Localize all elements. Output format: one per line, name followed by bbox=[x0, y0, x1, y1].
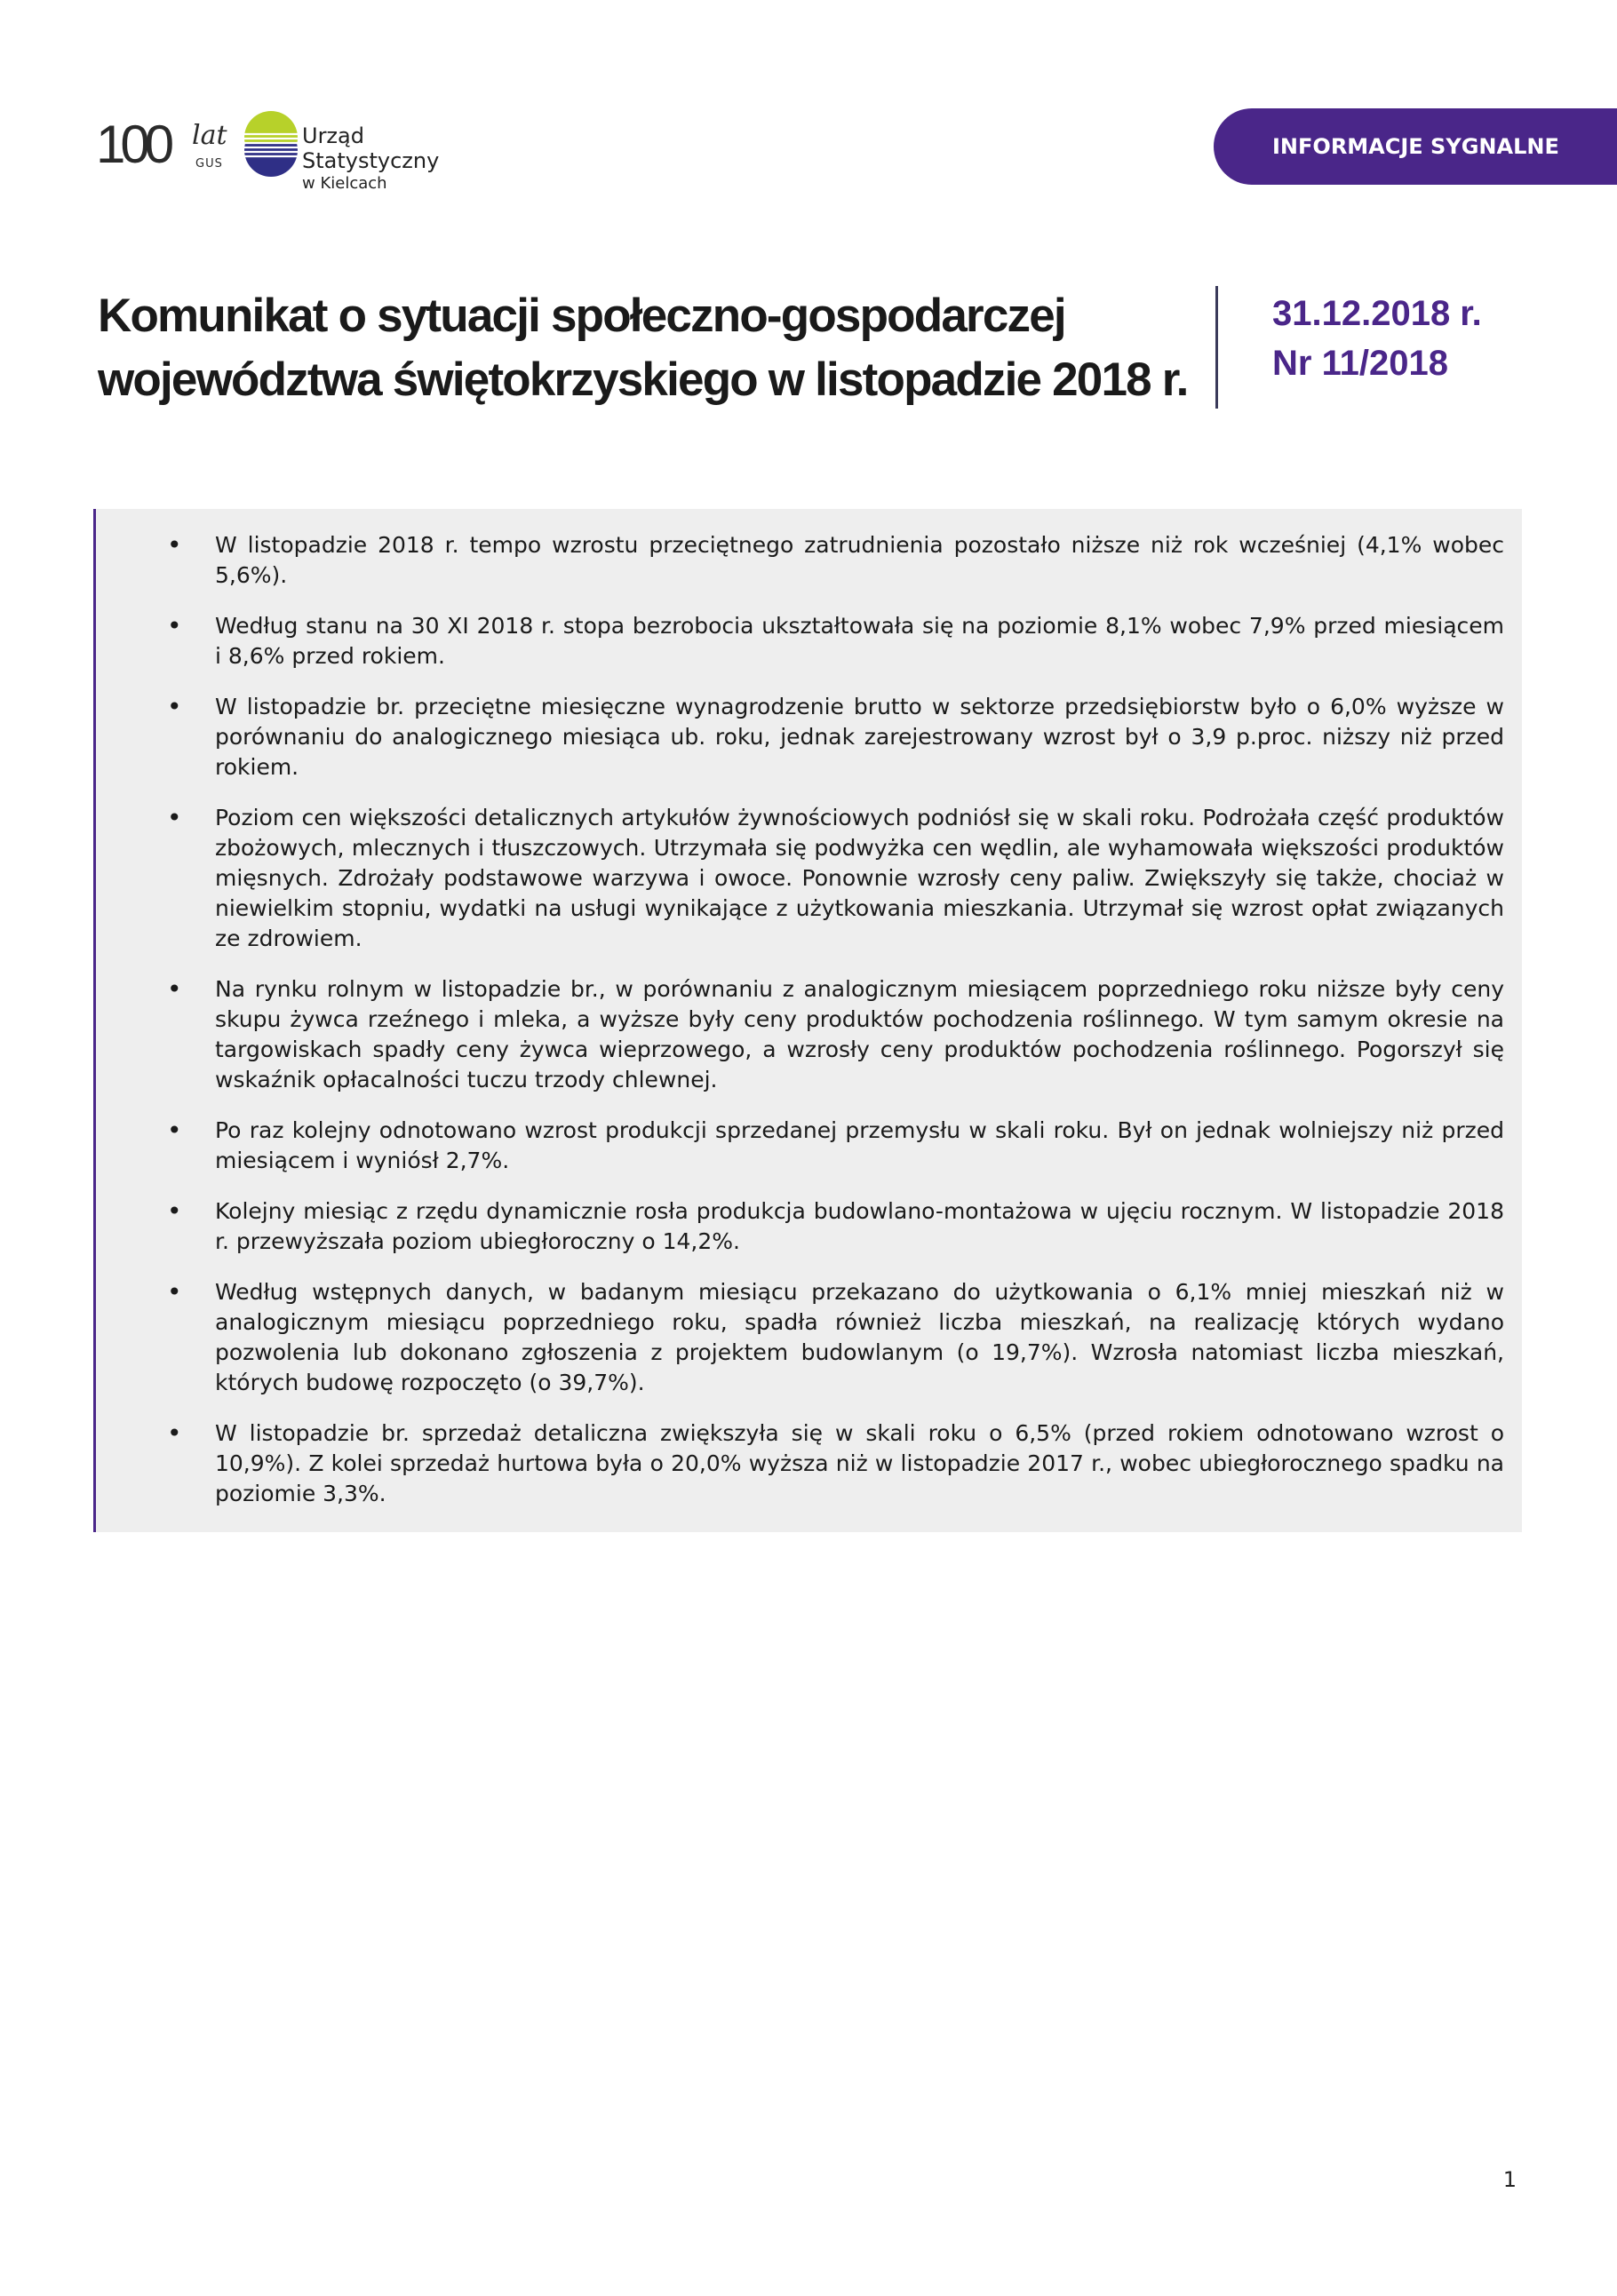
header-logo bbox=[96, 102, 505, 191]
summary-item: • Kolejny miesiąc z rzędu dynamicznie rosła produkcja budowlano-montażowa w ujęciu rocznym. W listopadzie 2018 r. przewyższała poziom ubiegłoroczny o 14,2%. bbox=[167, 1196, 1504, 1257]
logo-gus: GUS bbox=[195, 157, 223, 171]
issue-info bbox=[1272, 289, 1482, 388]
summary-item: • Według stanu na 30 XI 2018 r. stopa bezrobocia ukształtowała się na poziomie 8,1% wobec 7,9% przed miesiącem i 8,6% przed rokiem. bbox=[167, 611, 1504, 671]
summary-item: • W listopadzie br. przeciętne miesięczne wynagrodzenie brutto w sektorze przedsiębiorstw było o 6,0% wyższe w porównaniu do analogicznego miesiąca ub. roku, jednak zarejestrowany wzrost był o 3,9 p.proc. niższy niż przed rokiem. bbox=[167, 692, 1504, 783]
title-line-1: Komunikat o sytuacji społeczno-gospodarczej bbox=[98, 290, 1065, 342]
title-line-2: województwa świętokrzyskiego w listopadzie 2018 r. bbox=[98, 354, 1188, 406]
header-divider bbox=[1215, 286, 1218, 409]
summary-box bbox=[93, 509, 1522, 1532]
summary-item: • Na rynku rolnym w listopadzie br., w porównaniu z analogicznym miesiącem poprzedniego roku niższe były ceny skupu żywca rzeźnego i mleka, a wyższe były ceny produktów pochodzenia roślinnego. W tym samym okresie na targowiskach spadły ceny żywca wieprzowego, a wzrosły ceny produktów pochodzenia roślinnego. Pogorszył się wskaźnik opłacalności tuczu trzody chlewnej. bbox=[167, 974, 1504, 1095]
summary-item: • W listopadzie br. sprzedaż detaliczna zwiększyła się w skali roku o 6,5% (przed rokiem odnotowano wzrost o 10,9%). Z kolei sprzedaż hurtowa była o 20,0% wyższa niż w listopadzie 2017 r., wobec ubiegłorocznego spadku na poziomie 3,3%. bbox=[167, 1418, 1504, 1509]
office-city-line: w Kielcach bbox=[302, 174, 387, 193]
summary-item: • Poziom cen większości detalicznych artykułów żywnościowych podniósł się w skali roku. Podrożała część produktów zbożowych, mlecznych i tłuszczowych. Utrzymała się podwyżka cen wędlin, ale wyhamowała większości produktów mięsnych. Zdrożały podstawowe warzywa i owoce. Ponownie wzrosły ceny paliw. Zwiększyły się także, chociaż w niewielkim stopniu, wydatki na usługi wynikające z użytkowania mieszkania. Utrzymał się wzrost opłat związanych ze zdrowiem. bbox=[167, 803, 1504, 954]
issue-date: 31.12.2018 r. bbox=[1272, 294, 1482, 333]
summary-item: • Po raz kolejny odnotowano wzrost produkcji sprzedanej przemysłu w skali roku. Był on jednak wolniejszy niż przed miesiącem i wyniósł 2,7%. bbox=[167, 1116, 1504, 1176]
office-logo-icon bbox=[238, 102, 304, 186]
summary-item: • W listopadzie 2018 r. tempo wzrostu przeciętnego zatrudnienia pozostało niższe niż rok wcześniej (4,1% wobec 5,6%). bbox=[167, 530, 1504, 591]
office-name-line: Urząd Statystyczny bbox=[302, 123, 440, 173]
page-number: 1 bbox=[1502, 2167, 1517, 2192]
logo-lat: lat bbox=[192, 120, 227, 151]
summary-list bbox=[167, 530, 1504, 1509]
summary-item: • Według wstępnych danych, w badanym miesiącu przekazano do użytkowania o 6,1% mniej mieszkań niż w analogicznym miesiącu poprzedniego roku, spadła również liczba mieszkań, na realizację których wydano pozwolenia lub dokonano zgłoszenia z projektem budowlanym (o 19,7%). Wzrosła natomiast liczba mieszkań, których budowę rozpoczęto (o 39,7%). bbox=[167, 1277, 1504, 1398]
issue-number: Nr 11/2018 bbox=[1272, 344, 1448, 383]
page-title bbox=[98, 284, 1199, 412]
office-name bbox=[302, 123, 505, 195]
info-badge: INFORMACJE SYGNALNE bbox=[1214, 108, 1617, 185]
logo-100-years: 100 bbox=[96, 115, 170, 174]
